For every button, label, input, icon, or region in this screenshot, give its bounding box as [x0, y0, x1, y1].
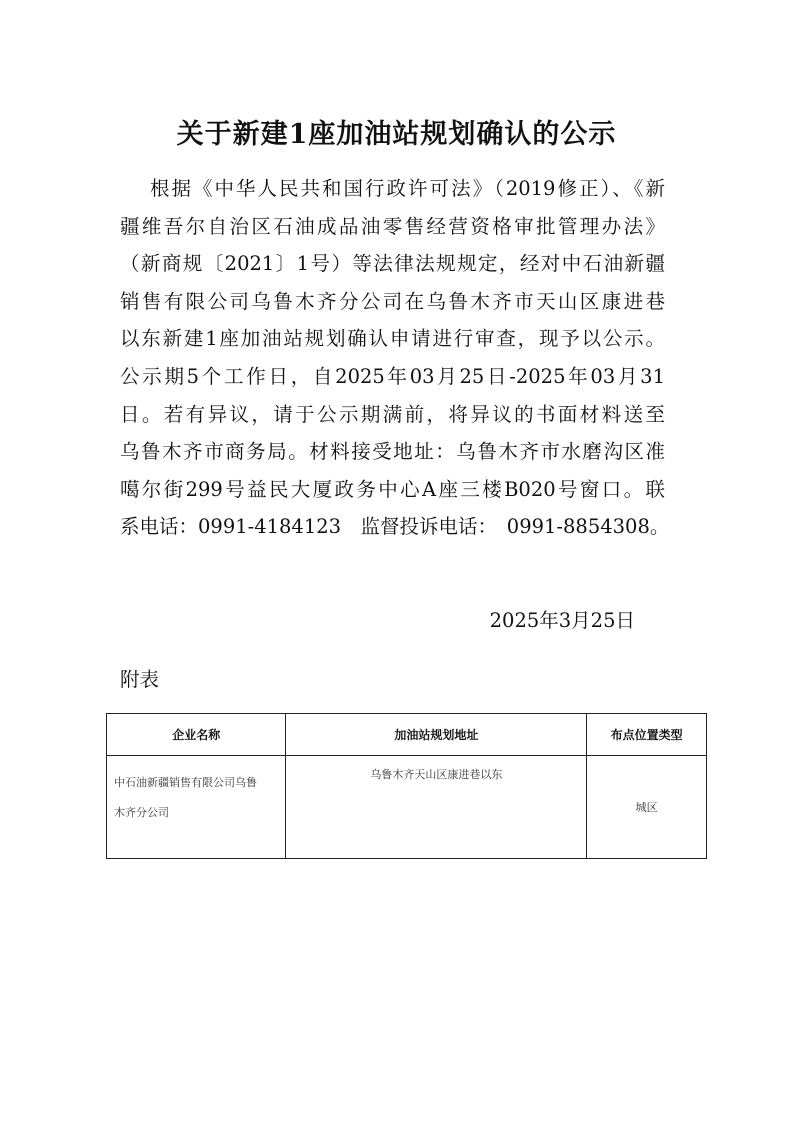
notice-body: [120, 170, 670, 546]
table-row: [107, 756, 707, 859]
body-line: （新商规〔2021〕1号）等法律法规规定，经对中石油新疆: [120, 252, 665, 276]
notice-date: 2025年3月25日: [489, 609, 635, 632]
body-line: 根据《中华人民共和国行政许可法》（2019修正）、《新: [148, 177, 665, 200]
body-line: 噶尔街299号益民大厦政务中心A座三楼B020号窗口。联: [120, 477, 665, 501]
cell-location-type: 城区: [587, 756, 707, 859]
appendix-label: 附表: [120, 668, 160, 691]
body-line: 日。若有异议，请于公示期满前，将异议的书面材料送至: [120, 402, 665, 426]
body-line: 乌鲁木齐市商务局。材料接受地址：乌鲁木齐市水磨沟区准: [120, 440, 665, 464]
document-title: 关于新建1座加油站规划确认的公示: [176, 119, 617, 150]
company-name-line2: 木齐分公司: [114, 806, 169, 819]
company-name-line1: 中石油新疆销售有限公司乌鲁: [114, 776, 257, 789]
header-company-name: 企业名称: [107, 714, 286, 756]
table-header-row: [107, 714, 707, 756]
header-location-type: 布点位置类型: [587, 714, 707, 756]
appendix-table: [106, 713, 707, 859]
body-line: 系电话：0991-4184123 监督投诉电话： 0991-8854308。: [120, 515, 670, 539]
cell-planned-address: 乌鲁木齐天山区康进巷以东: [286, 756, 587, 859]
body-line: 以东新建1座加油站规划确认申请进行审查，现予以公示。: [120, 327, 665, 351]
cell-company-name: [107, 756, 286, 859]
body-line: 公示期5个工作日，自2025年03月25日-2025年03月31: [120, 364, 665, 388]
body-line: 销售有限公司乌鲁木齐分公司在乌鲁木齐市天山区康进巷: [120, 289, 665, 313]
header-planned-address: 加油站规划地址: [286, 714, 587, 756]
body-line: 疆维吾尔自治区石油成品油零售经营资格审批管理办法》: [120, 214, 665, 238]
